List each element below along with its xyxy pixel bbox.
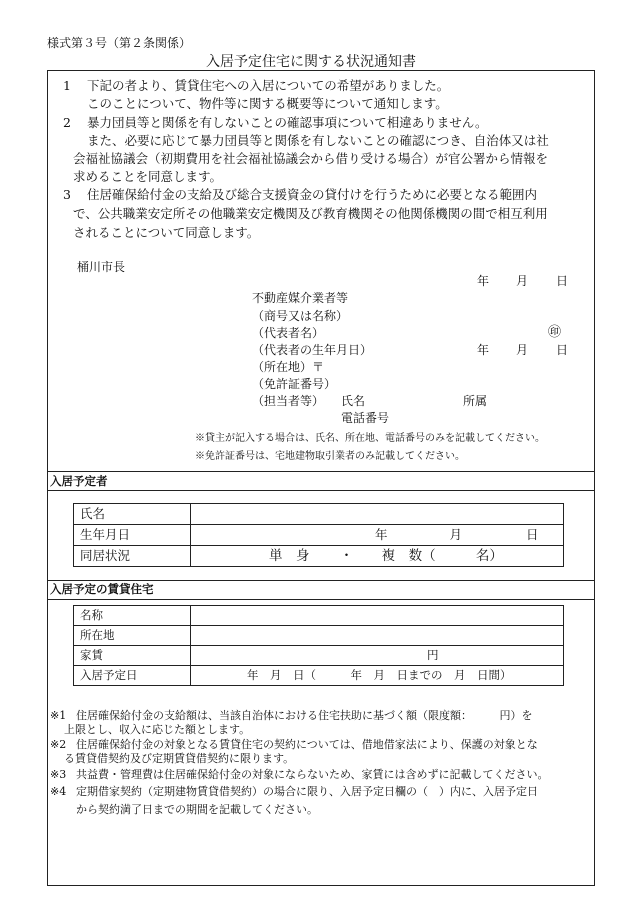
agent-trade-name-label: （商号又は名称） <box>252 309 349 323</box>
addressee: 桶川市長 <box>77 260 126 274</box>
table-row <box>74 546 564 567</box>
consent-text: で、公共職業安定所その他職業安定機関及び教育機関その他関係機関の間で相互利用 <box>73 206 548 221</box>
seal-mark: ㊞ <box>548 325 562 340</box>
note-text: 住居確保給付金の支給額は、当該自治体における住宅扶助に基づく額（限度額： 円）を <box>76 709 533 722</box>
cohab-persons: 名） <box>475 548 503 564</box>
rent-yen-unit: 円 <box>427 648 439 662</box>
move-in-date-field[interactable] <box>191 666 564 686</box>
note-text: 上限とし、収入に応じた額とします。 <box>64 723 251 736</box>
rb-month: 月 <box>449 527 463 542</box>
contact-affiliation-label: 所属 <box>463 394 488 408</box>
birth-month-label: 月 <box>516 343 529 357</box>
resident-birthdate-label: 生年月日 <box>74 525 191 546</box>
resident-birthdate-field[interactable] <box>191 525 564 546</box>
cohab-separator: ・ <box>339 548 354 564</box>
birth-day-label: 日 <box>556 343 569 357</box>
resident-cohabitation-field[interactable] <box>191 546 564 567</box>
consent-text: 求めることを同意します。 <box>73 169 223 184</box>
table-row <box>74 525 564 546</box>
housing-section-title: 入居予定の賃貸住宅 <box>50 582 154 596</box>
consent-text: 会福祉協議会（初期費用を社会福祉協議会から借り受ける場合）が官公署から情報を <box>73 151 549 166</box>
note-text: 住居確保給付金の対象となる賃貸住宅の契約については、借地借家法により、保護の対象とな <box>76 738 538 751</box>
section-divider <box>47 471 595 472</box>
date-day-label: 日 <box>556 274 569 288</box>
housing-location-label: 所在地 <box>74 626 191 646</box>
table-row <box>74 626 564 646</box>
contact-phone-label: 電話番号 <box>341 411 390 425</box>
resident-cohabitation-label: 同居状況 <box>74 546 191 567</box>
note-mark-4: ※4 <box>50 785 67 798</box>
agent-heading: 不動産媒介業者等 <box>252 291 349 305</box>
birth-year-label: 年 <box>477 343 490 357</box>
agent-birthdate-label: （代表者の生年月日） <box>252 343 373 357</box>
consent-text: されることについて同意します。 <box>73 225 260 240</box>
agent-representative-label: （代表者名） <box>252 326 325 340</box>
note-mark-3: ※3 <box>50 768 67 781</box>
move-in-date-label: 入居予定日 <box>74 666 191 686</box>
contact-name-label: 氏名 <box>341 394 366 408</box>
item-number-3: 3 <box>63 187 71 202</box>
note-mark-1: ※1 <box>50 709 67 722</box>
resident-name-label: 氏名 <box>74 504 191 525</box>
consent-text: 下記の者より、賃貸住宅への入居についての希望がありました。 <box>87 78 450 93</box>
note-mark-2: ※2 <box>50 738 67 751</box>
resident-table <box>73 503 564 567</box>
note-text: から契約満了日までの期間を記載してください。 <box>76 803 318 816</box>
rb-year: 年 <box>375 527 388 542</box>
housing-rent-label: 家賃 <box>74 646 191 666</box>
agent-note: ※貸主が記入する場合は、氏名、所在地、電話番号のみを記載してください。 <box>195 433 545 444</box>
consent-text: 住居確保給付金の支給及び総合支援資金の貸付けを行うために必要となる範囲内 <box>87 187 538 202</box>
section-divider <box>47 580 595 581</box>
document-title: 入居予定住宅に関する状況通知書 <box>206 54 416 70</box>
move-in-date-template: 年 月 日（ 年 月 日までの 月 日間） <box>247 668 512 682</box>
note-text: 共益費・管理費は住居確保給付金の対象にならないため、家賃には含めずに記載してください。 <box>76 768 549 781</box>
rb-day: 日 <box>526 527 539 542</box>
form-number: 様式第３号（第２条関係） <box>47 36 192 50</box>
table-row <box>74 646 564 666</box>
housing-name-label: 名称 <box>74 606 191 626</box>
table-row <box>74 504 564 525</box>
consent-text: 暴力団員等と関係を有しないことの確認事項について相違ありません。 <box>87 115 488 130</box>
agent-note: ※免許証番号は、宅地建物取引業者のみ記載してください。 <box>195 451 465 462</box>
date-month-label: 月 <box>516 274 529 288</box>
consent-text: このことについて、物件等に関する概要等について通知します。 <box>87 96 448 111</box>
housing-name-field[interactable] <box>191 606 564 626</box>
item-number-1: 1 <box>63 78 71 93</box>
housing-rent-field[interactable] <box>191 646 564 666</box>
note-text: 定期借家契約（定期建物賃貸借契約）の場合に限り、入居予定日欄の（ ）内に、入居予定日 <box>76 785 538 798</box>
table-row <box>74 606 564 626</box>
date-year-label: 年 <box>477 274 490 288</box>
agent-contact-label: （担当者等） <box>252 394 325 408</box>
agent-license-label: （免許証番号） <box>252 377 337 391</box>
resident-section-title: 入居予定者 <box>50 474 108 488</box>
cohab-multiple: 複 数（ <box>381 548 436 564</box>
section-divider <box>47 599 595 600</box>
consent-text: また、必要に応じて暴力団員等と関係を有しないことの確認につき、自治体又は社 <box>87 133 549 148</box>
cohab-single: 単 身 <box>269 548 310 564</box>
resident-name-field[interactable] <box>191 504 564 525</box>
table-row <box>74 666 564 686</box>
section-divider <box>47 490 595 491</box>
note-text: る賃貸借契約及び定期賃貸借契約に限ります。 <box>64 752 295 765</box>
housing-location-field[interactable] <box>191 626 564 646</box>
agent-address-label: （所在地）〒 <box>252 360 325 374</box>
housing-table <box>73 605 564 686</box>
item-number-2: 2 <box>63 115 71 130</box>
